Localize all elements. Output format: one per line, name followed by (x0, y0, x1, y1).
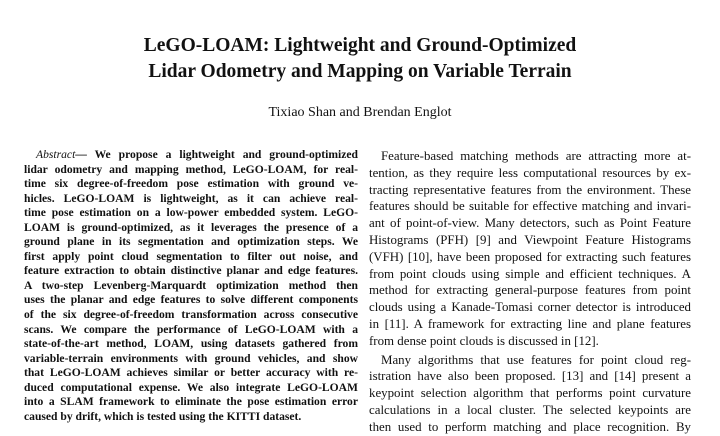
abstract-line: lidar odometry and mapping method, LeGO-LOAM, for real- (24, 162, 358, 176)
body-line: tention, as they require less computational resources by ex- (369, 165, 691, 180)
abstract-line: first apply point cloud segmentation to filter out noise, and (24, 249, 358, 263)
abstract-line: that LeGO-LOAM achieves similar or better accuracy with re- (24, 366, 358, 380)
abstract-line: duced computational expense. We also integrate LeGO-LOAM (24, 380, 358, 394)
body-line: keypoint selection algorithm that performs point curvature (369, 386, 691, 401)
abstract-line: time six degree-of-freedom pose estimation with ground ve- (24, 177, 358, 191)
body-line: Many algorithms that use features for point cloud reg- (381, 352, 691, 367)
body-line: Histograms (PFH) [9] and Viewpoint Feature Histograms (369, 232, 691, 247)
abstract-line: uses the planar and edge features to solve different components (24, 293, 358, 307)
title-line: LeGO-LOAM: Lightweight and Ground-Optimized (143, 35, 577, 56)
abstract-line: state-of-the-art method, LOAM, using datasets gathered from (24, 337, 358, 351)
abstract-line: LOAM is ground-optimized, as it leverages the presence of a (24, 220, 358, 234)
abstract-line: ground plane in its segmentation and optimization steps. We (24, 235, 358, 249)
abstract-label: Abstract (36, 148, 76, 161)
title-line: Lidar Odometry and Mapping on Variable Terrain (148, 61, 572, 82)
body-column (369, 148, 691, 436)
abstract-line: A two-step Levenberg-Marquardt optimization method then (24, 278, 358, 292)
body-line: from point clouds using simple and efficient techniques. A (369, 266, 691, 281)
body-line: calculations in a local cluster. The selected keypoints are (369, 402, 691, 417)
body-line: then used to perform matching and place recognition. By (369, 419, 691, 434)
body-line: clouds using a Kanade-Tomasi corner detector is introduced (369, 300, 691, 315)
abstract-line: feature extraction to obtain distinctive planar and edge features. (24, 264, 358, 278)
abstract-line: Abstract— We propose a lightweight and ground-optimized (36, 148, 358, 161)
body-line: from dense point clouds is discussed in [12]. (369, 333, 599, 348)
abstract-line: hicles. LeGO-LOAM is lightweight, as it can achieve real- (24, 191, 358, 205)
abstract-line: time pose estimation on a low-power embedded system. LeGO- (24, 206, 358, 220)
body-line: ant of point-of-view. Many detectors, such as Point Feature (369, 216, 691, 231)
abstract-line: into a SLAM framework to eliminate the pose estimation error (24, 395, 358, 409)
abstract-column (24, 148, 358, 424)
body-line: (VFH) [10], have been proposed for extracting such features (369, 249, 691, 264)
body-line: tracting representative features from the environment. These (369, 182, 691, 197)
body-line: Feature-based matching methods are attracting more at- (381, 149, 691, 163)
abstract-line: scans. We compare the performance of LeGO-LOAM with a (24, 322, 358, 336)
abstract-line: caused by drift, which is tested using the KITTI dataset. (24, 409, 302, 423)
body-line: features should be suitable for effective matching and invari- (369, 199, 691, 214)
authors: Tixiao Shan and Brendan Englot (268, 105, 452, 120)
paper-title (0, 33, 720, 85)
abstract-line: variable-terrain environments with ground vehicles, and show (24, 351, 358, 365)
body-line: in [11]. A framework for extracting line and plane features (369, 316, 691, 331)
body-line: method for extracting general-purpose features from point (369, 283, 691, 298)
abstract-line: of the six degree-of-freedom transformation across consecutive (24, 308, 358, 322)
body-line: istration have also been proposed. [13] and [14] present a (369, 369, 691, 384)
